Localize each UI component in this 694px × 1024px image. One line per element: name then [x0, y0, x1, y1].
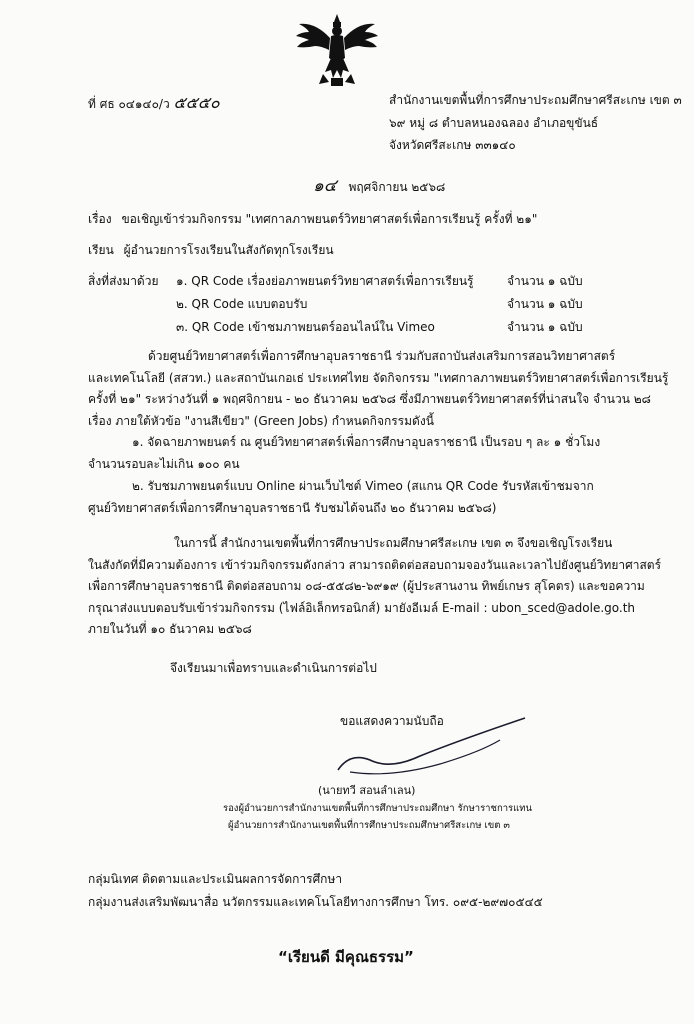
enclosure-quantity: จำนวน ๑ ฉบับ	[507, 274, 583, 288]
recipient-text: ผู้อำนวยการโรงเรียนในสังกัดทุกโรงเรียน	[123, 243, 334, 257]
paragraph-line: ด้วยศูนย์วิทยาศาสตร์เพื่อการศึกษาอุบลราชธานี ร่วมกับสถาบันส่งเสริมการสอนวิทยาศาสตร์	[148, 349, 616, 363]
enclosure-item: ๑. QR Code เรื่องย่อภาพยนตร์วิทยาศาสตร์เพื่อการเรียนรู้	[176, 274, 474, 288]
paragraph-line: ในการนี้ สำนักงานเขตพื้นที่การศึกษาประถมศึกษาศรีสะเกษ เขต ๓ จึงขอเชิญโรงเรียน	[174, 536, 613, 550]
department-line-2: กลุ่มงานส่งเสริมพัฒนาสื่อ นวัตกรรมและเทคโนโลยีทางการศึกษา โทร. ๐๙๕-๒๙๗๐๕๔๕	[88, 895, 543, 909]
enclosure-item: ๓. QR Code เข้าชมภาพยนตร์ออนไลน์ใน Vimeo	[176, 320, 435, 334]
org-name: สำนักงานเขตพื้นที่การศึกษาประถมศึกษาศรีสะเกษ เขต ๓	[389, 93, 682, 107]
enclosure-item: ๒. QR Code แบบตอบรับ	[176, 297, 308, 311]
subject-label: เรื่อง	[88, 212, 112, 226]
garuda-emblem-icon	[293, 12, 381, 88]
recipient-label: เรียน	[88, 243, 114, 257]
motto: “เรียนดี มีคุณธรรม”	[278, 948, 414, 966]
paragraph-line: เพื่อการศึกษาอุบลราชธานี ติดต่อสอบถาม ๐๘-๕๕๘๒-๖๙๑๙ (ผู้ประสานงาน ทิพย์เกษร สุโคตร) และขอความ	[88, 579, 645, 593]
recipient-line	[88, 241, 334, 260]
body-paragraph-1	[88, 346, 669, 432]
department-line-1: กลุ่มนิเทศ ติดตามและประเมินผลการจัดการศึกษา	[88, 872, 343, 886]
paragraph-line: จำนวนรอบละไม่เกิน ๑๐๐ คน	[88, 456, 240, 471]
subject-line	[88, 210, 537, 229]
paragraph-line: ๒. รับชมภาพยนตร์แบบ Online ผ่านเว็บไซต์ Vimeo (สแกน QR Code รับรหัสเข้าชมจาก	[132, 479, 594, 493]
paragraph-line: กรุณาส่งแบบตอบรับเข้าร่วมกิจกรรม (ไฟล์อิเล็กทรอนิกส์) มายังอีเมล์ E-mail : ubon_sced@adole.go.th	[88, 600, 636, 615]
paragraph-line: และเทคโนโลยี (สสวท.) และสถาบันเกอเธ่ ประเทศไทย จัดกิจกรรม "เทศกาลภาพยนตร์วิทยาศาสตร์เพื่อการเรียนรู้	[88, 370, 669, 385]
signer-name: (นายทวี สอนลำเลน)	[318, 784, 416, 797]
paragraph-line: ในสังกัดที่มีความต้องการ เข้าร่วมกิจกรรมดังกล่าว สามารถติดต่อสอบถามจองวันและเวลาไปยังศูนย์วิทยาศาสตร์	[88, 557, 662, 572]
document-number	[88, 91, 220, 116]
org-address-line: ๖๙ หมู่ ๘ ตำบลหนองฉลอง อำเภอขุขันธ์	[389, 116, 599, 130]
respect-closing: ขอแสดงความนับถือ	[340, 714, 444, 728]
signer-title-line-2: ผู้อำนวยการสำนักงานเขตพื้นที่การศึกษาประถมศึกษาศรีสะเกษ เขต ๓	[228, 820, 510, 831]
paragraph-line: เรื่อง ภายใต้หัวข้อ "งานสีเขียว" (Green Jobs) กำหนดกิจกรรมดังนี้	[88, 413, 434, 428]
closing-statement: จึงเรียนมาเพื่อทราบและดำเนินการต่อไป	[170, 661, 377, 675]
paragraph-line: ๑. จัดฉายภาพยนตร์ ณ ศูนย์วิทยาศาสตร์เพื่อการศึกษาอุบลราชธานี เป็นรอบ ๆ ละ ๑ ชั่วโมง	[132, 435, 601, 449]
org-province-line: จังหวัดศรีสะเกษ ๓๓๑๔๐	[389, 138, 516, 152]
enclosure-quantity: จำนวน ๑ ฉบับ	[507, 320, 583, 334]
body-paragraph-2	[88, 533, 662, 641]
document-number-prefix: ที่ ศธ ๐๔๑๔๐/ว	[88, 97, 170, 111]
document-date	[313, 172, 445, 199]
enclosures-label: สิ่งที่ส่งมาด้วย	[88, 274, 159, 288]
date-day-handwritten: ๑๔	[313, 176, 337, 196]
activity-item-1	[88, 432, 608, 475]
activity-item-2	[88, 476, 608, 519]
paragraph-line: ศูนย์วิทยาศาสตร์เพื่อการศึกษาอุบลราชธานี รับชมได้จนถึง ๒๐ ธันวาคม ๒๕๖๘)	[88, 500, 497, 515]
date-month-year: พฤศจิกายน ๒๕๖๘	[348, 180, 446, 194]
paragraph-line: ครั้งที่ ๒๑" ระหว่างวันที่ ๑ พฤศจิกายน - ๒๐ ธันวาคม ๒๕๖๘ ซึ่งมีภาพยนตร์วิทยาศาสตร์ที่น่าสนใจ จำนวน ๒๘	[88, 392, 651, 406]
paragraph-line: ภายในวันที่ ๑๐ ธันวาคม ๒๕๖๘	[88, 622, 252, 636]
document-number-handwritten: ๕๕๕๐	[173, 93, 220, 112]
subject-text: ขอเชิญเข้าร่วมกิจกรรม "เทศกาลภาพยนตร์วิทยาศาสตร์เพื่อการเรียนรู้ ครั้งที่ ๒๑"	[121, 212, 538, 226]
handwritten-signature	[330, 712, 540, 782]
enclosure-quantity: จำนวน ๑ ฉบับ	[507, 297, 583, 311]
signer-title-line-1: รองผู้อำนวยการสำนักงานเขตพื้นที่การศึกษาประถมศึกษา รักษาราชการแทน	[223, 803, 533, 814]
